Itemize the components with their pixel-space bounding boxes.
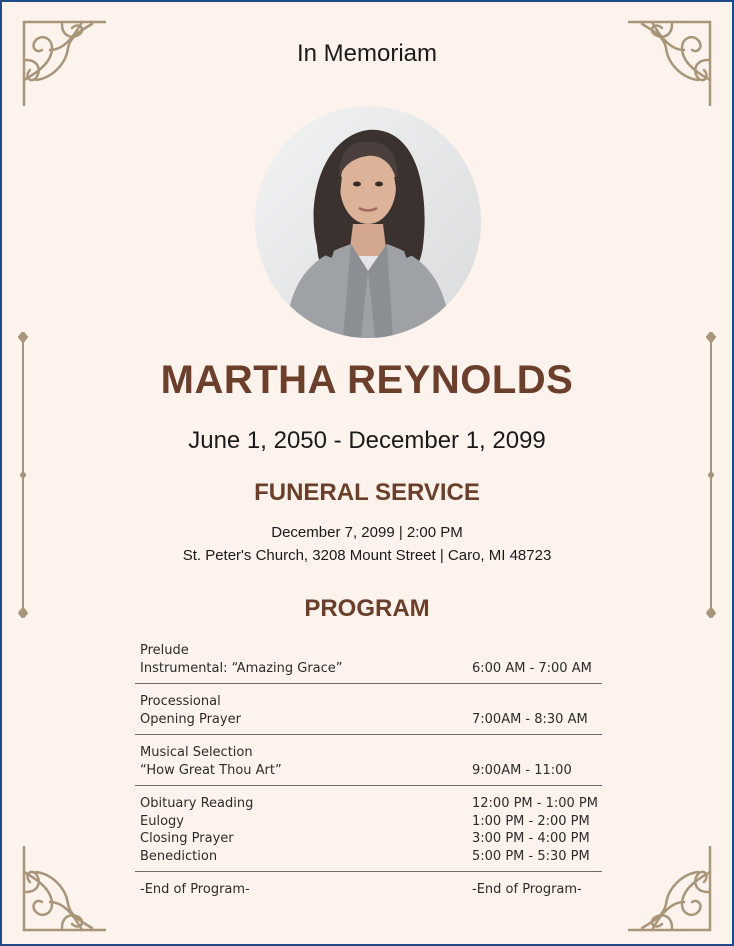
program-row: [140, 762, 597, 780]
program-time: [472, 642, 597, 660]
program-section: [135, 795, 602, 872]
program-time: 9:00AM - 11:00: [472, 762, 572, 778]
program-section: [135, 881, 602, 905]
life-dates: June 1, 2050 - December 1, 2099: [188, 427, 546, 454]
program-activity: Processional: [140, 694, 221, 709]
program-time: [472, 693, 597, 711]
portrait-photo-icon: [255, 106, 481, 338]
program-time: 3:00 PM - 4:00 PM: [472, 831, 590, 846]
program-section: [135, 744, 602, 786]
service-datetime: December 7, 2099 | 2:00 PM: [271, 524, 463, 541]
service-title: FUNERAL SERVICE: [254, 479, 480, 506]
program-section: [135, 642, 602, 684]
program-activity: Closing Prayer: [140, 831, 234, 846]
portrait-photo: [255, 106, 481, 338]
program-row: [140, 813, 597, 831]
program-activity: “How Great Thou Art”: [140, 762, 282, 778]
program-time: 7:00AM - 8:30 AM: [472, 711, 588, 727]
program-row: [140, 830, 597, 848]
program-time: 5:00 PM - 5:30 PM: [472, 848, 590, 864]
program-activity: Eulogy: [140, 813, 184, 829]
program-activity: Benediction: [140, 848, 218, 864]
service-location: St. Peter's Church, 3208 Mount Street | Caro, MI 48723: [182, 547, 552, 564]
program-row: [140, 795, 597, 813]
program-time: 12:00 PM - 1:00 PM: [472, 796, 598, 811]
program-row: [140, 642, 597, 660]
program-activity: -End of Program-: [140, 882, 250, 897]
program-activity: Musical Selection: [140, 745, 253, 760]
corner-ornament-icon: [628, 846, 712, 932]
program-row: [140, 848, 597, 866]
page-title: In Memoriam: [296, 40, 438, 67]
program-time: 1:00 PM - 2:00 PM: [472, 813, 590, 829]
program-row: [140, 660, 597, 678]
program-time: -End of Program-: [472, 882, 582, 897]
program-activity: Obituary Reading: [140, 796, 254, 811]
program-table: [135, 642, 602, 914]
program-row: [140, 881, 597, 899]
program-title: PROGRAM: [304, 595, 430, 622]
program-activity: Prelude: [140, 643, 189, 658]
corner-ornament-icon: [22, 846, 106, 932]
program-section: [135, 693, 602, 735]
deceased-name: MARTHA REYNOLDS: [160, 358, 574, 402]
program-activity: Opening Prayer: [140, 711, 241, 727]
program-time: 6:00 AM - 7:00 AM: [472, 660, 592, 676]
program-row: [140, 693, 597, 711]
program-row: [140, 711, 597, 729]
program-activity: Instrumental: “Amazing Grace”: [140, 660, 343, 676]
program-row: [140, 744, 597, 762]
program-time: [472, 744, 597, 762]
